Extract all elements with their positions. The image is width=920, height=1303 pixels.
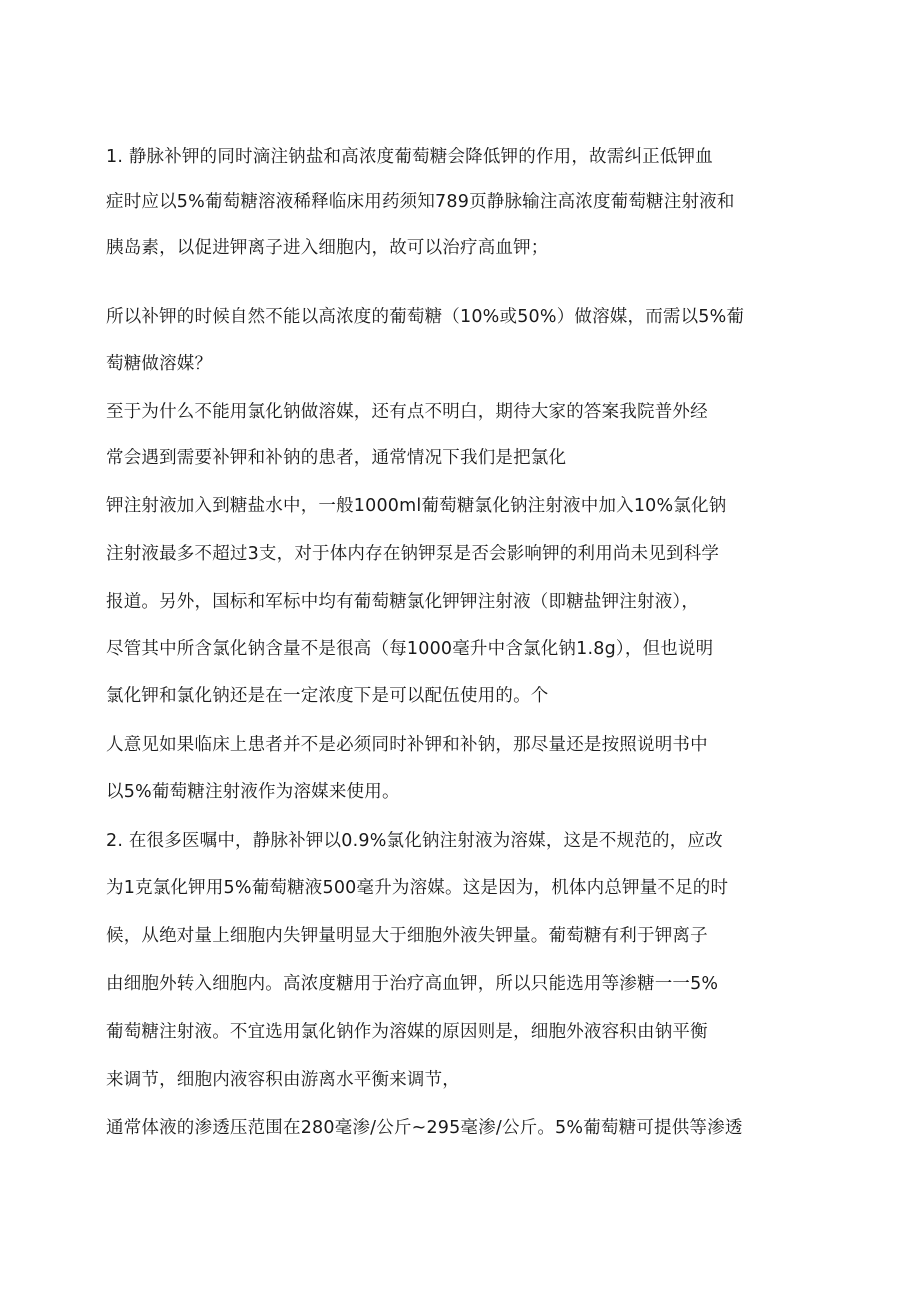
text-line: 症时应以5%葡萄糖溶液稀释临床用药须知789页静脉输注高浓度葡萄糖注射液和 xyxy=(106,192,735,212)
text-line: 2. 在很多医嘱中，静脉补钾以0.9%氯化钠注射液为溶媒，这是不规范的，应改 xyxy=(106,831,723,851)
text-line: 至于为什么不能用氯化钠做溶媒，还有点不明白，期待大家的答案我院普外经 xyxy=(106,402,708,422)
text-line: 常会遇到需要补钾和补钠的患者，通常情况下我们是把氯化 xyxy=(106,448,567,468)
text-line: 注射液最多不超过3支，对于体内存在钠钾泵是否会影响钾的利用尚未见到科学 xyxy=(106,544,720,564)
text-line: 钾注射液加入到糖盐水中，一般1000ml葡萄糖氯化钠注射液中加入10%氯化钠 xyxy=(106,496,727,516)
text-line: 葡萄糖注射液。不宜选用氯化钠作为溶媒的原因则是，细胞外液容积由钠平衡 xyxy=(106,1022,708,1042)
text-line: 通常体液的渗透压范围在280毫渗/公斤~295毫渗/公斤。5%葡萄糖可提供等渗透 xyxy=(106,1118,743,1138)
text-line: 候，从绝对量上细胞内失钾量明显大于细胞外液失钾量。葡萄糖有利于钾离子 xyxy=(106,926,708,946)
text-line: 尽管其中所含氯化钠含量不是很高（每1000毫升中含氯化钠1.8g），但也说明 xyxy=(106,639,714,659)
text-line: 1. 静脉补钾的同时滴注钠盐和高浓度葡萄糖会降低钾的作用，故需纠正低钾血 xyxy=(106,147,713,167)
text-line: 来调节，细胞内液容积由游离水平衡来调节， xyxy=(106,1070,460,1090)
text-line: 为1克氯化钾用5%葡萄糖液500毫升为溶媒。这是因为，机体内总钾量不足的时 xyxy=(106,878,729,898)
text-line: 以5%葡萄糖注射液作为溶媒来使用。 xyxy=(106,782,400,802)
text-line: 氯化钾和氯化钠还是在一定浓度下是可以配伍使用的。个 xyxy=(106,686,549,706)
text-line: 萄糖做溶媒？ xyxy=(106,354,213,374)
text-line: 所以补钾的时候自然不能以高浓度的葡萄糖（10%或50%）做溶媒，而需以5%葡 xyxy=(106,307,745,327)
text-line: 人意见如果临床上患者并不是必须同时补钾和补钠，那尽量还是按照说明书中 xyxy=(106,735,708,755)
text-line: 报道。另外，国标和军标中均有葡萄糖氯化钾钾注射液（即糖盐钾注射液）， xyxy=(106,592,700,612)
text-line: 胰岛素，以促进钾离子进入细胞内，故可以治疗高血钾； xyxy=(106,238,549,258)
text-line: 由细胞外转入细胞内。高浓度糖用于治疗高血钾，所以只能选用等渗糖一一5% xyxy=(106,974,719,994)
